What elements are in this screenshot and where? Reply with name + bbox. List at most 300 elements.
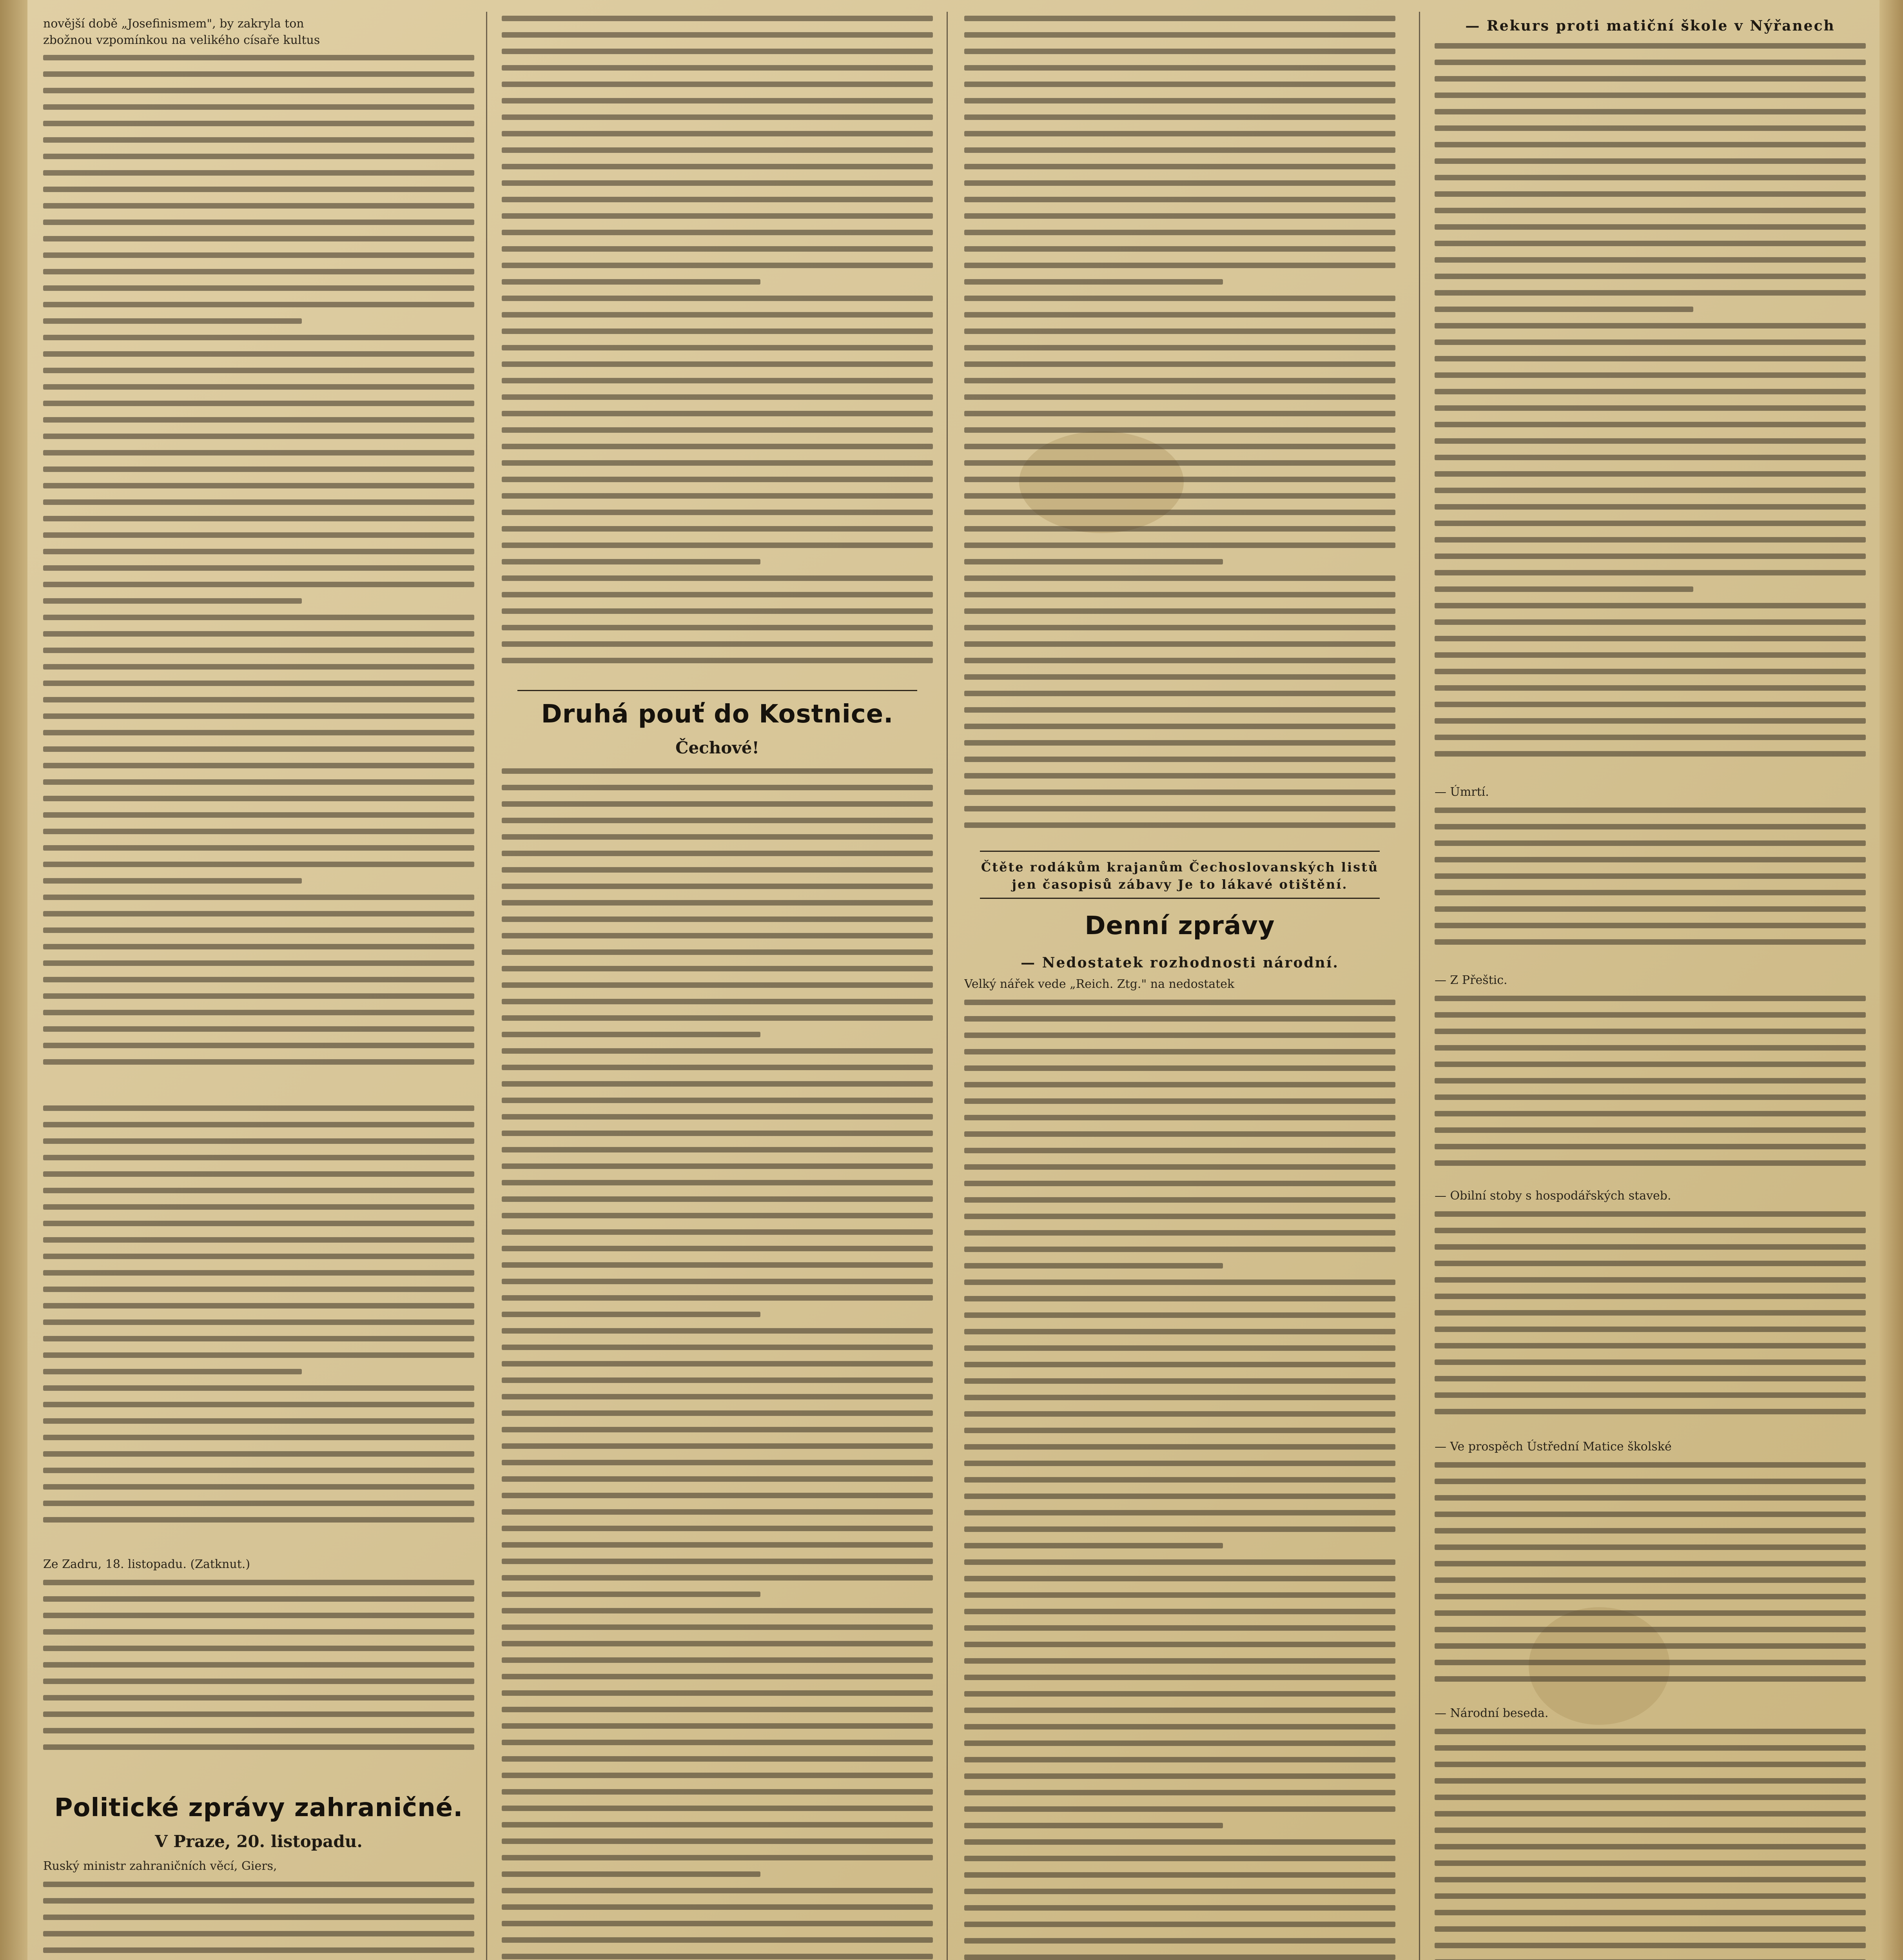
text-line-placeholder xyxy=(502,1015,933,1021)
text-line-placeholder xyxy=(964,1905,1395,1911)
text-line-placeholder xyxy=(43,499,474,505)
text-line-placeholder xyxy=(1435,191,1866,197)
text-line-placeholder xyxy=(502,49,933,54)
text-line-placeholder xyxy=(43,664,474,670)
column-4 xyxy=(1435,8,1870,1960)
text-line-placeholder xyxy=(964,1065,1395,1071)
text-line-placeholder xyxy=(1435,422,1866,427)
text-line-placeholder xyxy=(43,1728,474,1733)
text-line-placeholder xyxy=(502,641,933,647)
text-line-placeholder xyxy=(502,1723,933,1729)
text-line-placeholder xyxy=(502,949,933,955)
text-line-placeholder xyxy=(43,1026,474,1032)
text-line-placeholder xyxy=(502,1806,933,1811)
text-line-placeholder xyxy=(1435,405,1866,411)
text-line-placeholder xyxy=(43,1947,474,1953)
text-line-placeholder xyxy=(502,1674,933,1679)
text-line-placeholder xyxy=(43,565,474,571)
text-line-placeholder xyxy=(1435,996,1866,1001)
text-line-placeholder xyxy=(502,510,933,515)
text-line-placeholder xyxy=(964,1197,1395,1203)
text-line-placeholder xyxy=(1435,1392,1866,1398)
text-line-placeholder xyxy=(964,1839,1395,1845)
text-line-placeholder xyxy=(502,982,933,988)
text-line-placeholder xyxy=(43,1287,474,1292)
text-line-placeholder xyxy=(1435,1926,1866,1932)
text-line-placeholder xyxy=(43,1204,474,1210)
text-line-placeholder xyxy=(964,230,1395,235)
text-line-placeholder xyxy=(964,1378,1395,1384)
text-line-placeholder xyxy=(1435,488,1866,493)
column-4-body-2 xyxy=(1435,808,1866,956)
text-line-placeholder xyxy=(502,361,933,367)
text-line-placeholder xyxy=(964,822,1395,828)
text-line-placeholder xyxy=(1435,1577,1866,1583)
text-line-placeholder xyxy=(964,724,1395,729)
text-line-placeholder xyxy=(43,927,474,933)
text-line-placeholder xyxy=(964,526,1395,532)
text-line-placeholder xyxy=(1435,1144,1866,1149)
text-line-placeholder xyxy=(43,104,474,110)
text-line-placeholder xyxy=(1435,224,1866,230)
text-line-placeholder xyxy=(502,1180,933,1185)
text-line-placeholder xyxy=(502,444,933,449)
text-line-placeholder xyxy=(964,1872,1395,1878)
text-line-placeholder xyxy=(1435,619,1866,625)
text-line-placeholder xyxy=(964,1477,1395,1483)
text-line-placeholder xyxy=(502,575,933,581)
text-line-placeholder xyxy=(1435,504,1866,510)
text-line-placeholder xyxy=(964,1740,1395,1746)
column-4-body-6 xyxy=(1435,1729,1866,1960)
dateline: Čechové! xyxy=(675,738,759,757)
text-line-placeholder xyxy=(502,1361,933,1367)
text-line-placeholder xyxy=(964,1033,1395,1038)
text-line-placeholder xyxy=(502,1740,933,1745)
text-line-placeholder xyxy=(964,1345,1395,1351)
text-line-placeholder xyxy=(43,993,474,999)
text-line-placeholder xyxy=(43,681,474,686)
text-line-placeholder xyxy=(502,378,933,383)
text-line-placeholder xyxy=(964,213,1395,219)
text-line-placeholder xyxy=(502,493,933,499)
text-line-placeholder xyxy=(502,1921,933,1926)
text-line-placeholder xyxy=(964,510,1395,515)
text-line-placeholder xyxy=(964,1000,1395,1005)
text-line-placeholder xyxy=(502,999,933,1004)
text-line-placeholder xyxy=(502,16,933,21)
text-line-placeholder xyxy=(43,779,474,785)
text-line-placeholder xyxy=(502,1822,933,1828)
text-line: Ze Zadru, 18. listopadu. (Zatknut.) xyxy=(43,1557,250,1571)
text-line-placeholder xyxy=(964,263,1395,268)
text-line-placeholder xyxy=(964,1049,1395,1054)
text-line-placeholder xyxy=(1435,857,1866,862)
text-line-placeholder xyxy=(964,1889,1395,1894)
text-line-placeholder xyxy=(43,1155,474,1160)
text-line-placeholder xyxy=(1435,1111,1866,1116)
text-line-placeholder xyxy=(1435,1643,1866,1649)
column-2 xyxy=(502,8,933,1960)
text-line-placeholder xyxy=(964,114,1395,120)
text-line-placeholder xyxy=(964,345,1395,350)
text-line-placeholder xyxy=(964,49,1395,54)
text-line-placeholder xyxy=(502,801,933,807)
text-line-placeholder xyxy=(502,1476,933,1482)
text-line-placeholder xyxy=(964,82,1395,87)
text-line-placeholder xyxy=(43,1435,474,1440)
text-line-placeholder xyxy=(964,427,1395,433)
text-line-placeholder xyxy=(502,1345,933,1350)
text-line-placeholder xyxy=(43,960,474,966)
text-line-placeholder xyxy=(43,1418,474,1424)
column-2-body-mid xyxy=(502,768,933,1960)
text-line-placeholder xyxy=(1435,1844,1866,1849)
text-line: — Ve prospěch Ústřední Matice školské xyxy=(1435,1440,1672,1454)
text-line-placeholder xyxy=(964,1790,1395,1795)
text-line-placeholder xyxy=(502,1196,933,1202)
section-headline: Denní zprávy xyxy=(1085,911,1275,940)
text-line-placeholder xyxy=(502,1888,933,1893)
text-line-placeholder xyxy=(1435,43,1866,49)
text-line-placeholder xyxy=(964,1362,1395,1367)
text-line-placeholder xyxy=(502,1032,760,1037)
text-line-placeholder xyxy=(1435,735,1866,740)
text-line-placeholder xyxy=(964,1444,1395,1450)
text-line-placeholder xyxy=(502,328,933,334)
text-line-placeholder xyxy=(502,966,933,971)
text-line-placeholder xyxy=(964,1642,1395,1647)
text-line-placeholder xyxy=(502,1279,933,1284)
column-3-body-mid xyxy=(964,1000,1395,1960)
text-line-placeholder xyxy=(502,279,760,285)
column-3-body-top xyxy=(964,16,1395,839)
text-line-placeholder xyxy=(502,131,933,136)
column-1-late xyxy=(43,1556,474,1573)
text-line-placeholder xyxy=(43,746,474,752)
column-4-body-4 xyxy=(1435,1211,1866,1425)
text-line-placeholder xyxy=(502,851,933,856)
text-line-placeholder xyxy=(43,697,474,702)
text-line-placeholder xyxy=(43,1596,474,1602)
text-line-placeholder xyxy=(1435,1512,1866,1517)
text-line-placeholder xyxy=(1435,455,1866,460)
text-line-placeholder xyxy=(502,1048,933,1054)
text-line-placeholder xyxy=(964,296,1395,301)
text-line-placeholder xyxy=(43,1105,474,1111)
text-line-placeholder xyxy=(43,1451,474,1457)
text-line-placeholder xyxy=(964,592,1395,597)
text-line-placeholder xyxy=(502,867,933,873)
text-line-placeholder xyxy=(1435,636,1866,641)
text-line-placeholder xyxy=(964,1757,1395,1762)
text-line-placeholder xyxy=(502,1592,760,1597)
text-line-placeholder xyxy=(1435,586,1693,592)
column-3-phrases xyxy=(964,976,1395,993)
text-line-placeholder xyxy=(964,1279,1395,1285)
text-line-placeholder xyxy=(964,493,1395,499)
text-line-placeholder xyxy=(43,1882,474,1887)
text-line-placeholder xyxy=(502,477,933,482)
text-line-placeholder xyxy=(1435,356,1866,361)
text-line-placeholder xyxy=(964,1296,1395,1301)
text-line-placeholder xyxy=(1435,1676,1866,1682)
text-line: Velký nářek vede „Reich. Ztg." na nedostatek xyxy=(964,977,1235,991)
text-line-placeholder xyxy=(502,230,933,235)
text-line-placeholder xyxy=(1435,1211,1866,1217)
text-line-placeholder xyxy=(964,806,1395,811)
text-line-placeholder xyxy=(502,1114,933,1120)
text-line-placeholder xyxy=(502,164,933,169)
text-line-placeholder xyxy=(1435,669,1866,674)
column-4-item xyxy=(1435,1188,1866,1204)
text-line-placeholder xyxy=(1435,554,1866,559)
text-line-placeholder xyxy=(502,1542,933,1548)
column-4-body-1 xyxy=(1435,43,1866,768)
text-line-placeholder xyxy=(502,1641,933,1646)
text-line-placeholder xyxy=(964,543,1395,548)
text-line-placeholder xyxy=(1435,1893,1866,1899)
subhead: — Rekurs proti matiční škole v Nýřanech xyxy=(1465,18,1835,34)
text-line-placeholder xyxy=(502,345,933,350)
text-line-placeholder xyxy=(43,1679,474,1684)
text-line-placeholder xyxy=(502,1707,933,1712)
text-line-placeholder xyxy=(43,1662,474,1668)
text-line-placeholder xyxy=(43,1931,474,1936)
text-line-placeholder xyxy=(1435,1294,1866,1299)
column-4-body-3 xyxy=(1435,996,1866,1177)
text-line-placeholder xyxy=(964,658,1395,663)
text-line-placeholder xyxy=(502,1575,933,1581)
text-line-placeholder xyxy=(1435,142,1866,147)
section-headline: Politické zprávy zahraničné. xyxy=(54,1793,463,1822)
text-line-placeholder xyxy=(1435,939,1866,945)
text-line-placeholder xyxy=(43,1352,474,1358)
column-rule xyxy=(1419,12,1420,1960)
text-line-placeholder xyxy=(964,1708,1395,1713)
text-line-placeholder xyxy=(964,411,1395,416)
text-line-placeholder xyxy=(502,312,933,318)
text-line-placeholder xyxy=(964,98,1395,103)
text-line-placeholder xyxy=(1435,1127,1866,1133)
notice: Čtěte rodákům krajanům Čechoslovanských listů jen časopisů zábavy Je to lákavé otištění. xyxy=(981,860,1379,892)
text-line-placeholder xyxy=(1435,471,1866,477)
text-line-placeholder xyxy=(1435,1078,1866,1083)
text-line-placeholder xyxy=(43,368,474,373)
text-line-placeholder xyxy=(1435,1610,1866,1616)
text-line: — Národní beseda. xyxy=(1435,1706,1549,1720)
text-line-placeholder xyxy=(502,785,933,790)
text-line-placeholder xyxy=(964,328,1395,334)
text-line-placeholder xyxy=(964,1131,1395,1137)
text-line-placeholder xyxy=(43,71,474,77)
text-line-placeholder xyxy=(43,582,474,587)
text-line-placeholder xyxy=(43,466,474,472)
text-line-placeholder xyxy=(43,730,474,735)
column-1-after xyxy=(43,1858,474,1875)
text-line-placeholder xyxy=(964,65,1395,71)
text-line-placeholder xyxy=(502,1493,933,1498)
text-line-placeholder xyxy=(502,32,933,38)
text-line-placeholder xyxy=(964,1675,1395,1680)
text-line-placeholder xyxy=(502,65,933,71)
text-line-placeholder xyxy=(1435,1409,1866,1414)
text-line-placeholder xyxy=(1435,685,1866,691)
text-line-placeholder xyxy=(43,384,474,390)
text-line-placeholder xyxy=(964,740,1395,746)
text-line-placeholder xyxy=(1435,1359,1866,1365)
text-line-placeholder xyxy=(1435,307,1693,312)
text-line-placeholder xyxy=(43,55,474,60)
text-line-placeholder xyxy=(502,1690,933,1696)
text-line-placeholder xyxy=(43,1468,474,1473)
text-line-placeholder xyxy=(502,658,933,663)
text-line-placeholder xyxy=(502,1954,933,1959)
text-line: — Obilní stoby s hospodářských staveb. xyxy=(1435,1189,1671,1203)
column-4-item xyxy=(1435,784,1866,800)
text-line-placeholder xyxy=(502,1377,933,1383)
text-line-placeholder xyxy=(502,608,933,614)
text-line-placeholder xyxy=(1435,109,1866,114)
text-line-placeholder xyxy=(43,1010,474,1015)
text-line-placeholder xyxy=(964,1428,1395,1433)
text-line-placeholder xyxy=(43,1237,474,1243)
column-1-body-top xyxy=(43,55,474,1076)
text-line: Ruský ministr zahraničních věcí, Giers, xyxy=(43,1859,277,1873)
text-line-placeholder xyxy=(502,559,760,564)
text-line-placeholder xyxy=(502,246,933,252)
text-line-placeholder xyxy=(964,757,1395,762)
column-rule xyxy=(486,12,487,1960)
text-line-placeholder xyxy=(1435,93,1866,98)
text-line-placeholder xyxy=(964,361,1395,367)
text-line-placeholder xyxy=(502,1394,933,1399)
text-line-placeholder xyxy=(964,1938,1395,1944)
text-line-placeholder xyxy=(502,1657,933,1663)
text-line-placeholder xyxy=(43,1898,474,1904)
text-line-placeholder xyxy=(964,1230,1395,1236)
text-line-placeholder xyxy=(964,1658,1395,1664)
text-line-placeholder xyxy=(43,187,474,192)
text-line-placeholder xyxy=(502,1773,933,1778)
text-line-placeholder xyxy=(502,818,933,823)
text-line-placeholder xyxy=(964,559,1223,564)
text-line-placeholder xyxy=(964,1247,1395,1252)
text-line-placeholder xyxy=(1435,1594,1866,1599)
text-line-placeholder xyxy=(502,1295,933,1301)
text-line-placeholder xyxy=(43,285,474,291)
text-line-placeholder xyxy=(502,1410,933,1416)
text-line-placeholder xyxy=(1435,1528,1866,1534)
text-line-placeholder xyxy=(1435,1745,1866,1751)
text-line-placeholder xyxy=(43,713,474,719)
text-line-placeholder xyxy=(43,1517,474,1523)
text-line-placeholder xyxy=(502,411,933,416)
text-line-placeholder xyxy=(964,1823,1223,1828)
text-line-placeholder xyxy=(1435,1795,1866,1800)
text-line-placeholder xyxy=(964,1329,1395,1334)
text-line-placeholder xyxy=(1435,1877,1866,1882)
text-line-placeholder xyxy=(502,1098,933,1103)
text-line-placeholder xyxy=(964,608,1395,614)
text-line-placeholder xyxy=(43,1043,474,1048)
column-3 xyxy=(964,8,1395,1960)
text-line-placeholder xyxy=(964,1691,1395,1697)
text-line-placeholder xyxy=(1435,323,1866,328)
text-line-placeholder xyxy=(964,674,1395,680)
text-line-placeholder xyxy=(43,1254,474,1259)
text-line-placeholder xyxy=(502,1213,933,1218)
text-line-placeholder xyxy=(1435,1828,1866,1833)
text-line-placeholder xyxy=(1435,1495,1866,1501)
text-line-placeholder xyxy=(502,1838,933,1844)
text-line-placeholder xyxy=(43,878,302,884)
text-line-placeholder xyxy=(43,417,474,423)
text-line-placeholder xyxy=(43,615,474,620)
text-line-placeholder xyxy=(1435,175,1866,180)
text-line-placeholder xyxy=(502,114,933,120)
text-line-placeholder xyxy=(502,1855,933,1860)
text-line-placeholder xyxy=(964,1098,1395,1104)
column-4-body-5 xyxy=(1435,1462,1866,1693)
text-line-placeholder xyxy=(43,1188,474,1193)
text-line-placeholder xyxy=(43,631,474,637)
text-line-placeholder xyxy=(964,1510,1395,1515)
text-line-placeholder xyxy=(1435,1660,1866,1665)
text-line-placeholder xyxy=(43,401,474,406)
text-line-placeholder xyxy=(502,1608,933,1613)
text-line-placeholder xyxy=(1435,570,1866,575)
text-line-placeholder xyxy=(43,1744,474,1750)
text-line-placeholder xyxy=(964,1164,1395,1170)
text-line-placeholder xyxy=(964,378,1395,383)
text-line-placeholder xyxy=(43,252,474,258)
subhead: — Nedostatek rozhodnosti národní. xyxy=(1021,955,1339,971)
text-line-placeholder xyxy=(43,269,474,274)
text-line-placeholder xyxy=(502,1509,933,1515)
text-line-placeholder xyxy=(502,592,933,597)
text-line-placeholder xyxy=(43,170,474,176)
text-line-placeholder xyxy=(43,1319,474,1325)
text-line-placeholder xyxy=(1435,438,1866,444)
text-line-placeholder xyxy=(43,302,474,307)
text-line-placeholder xyxy=(502,884,933,889)
text-line-placeholder xyxy=(964,246,1395,252)
text-line-placeholder xyxy=(43,1646,474,1651)
text-line-placeholder xyxy=(502,1065,933,1070)
text-line-placeholder xyxy=(964,1494,1395,1499)
text-line-placeholder xyxy=(964,1955,1395,1960)
text-line-placeholder xyxy=(502,1904,933,1910)
text-line-placeholder xyxy=(964,1526,1395,1532)
text-line-placeholder xyxy=(1435,923,1866,928)
text-line-placeholder xyxy=(1435,1062,1866,1067)
text-line-placeholder xyxy=(1435,1277,1866,1283)
text-line-placeholder xyxy=(1435,1762,1866,1767)
text-line-placeholder xyxy=(43,516,474,521)
text-line-placeholder xyxy=(964,1609,1395,1614)
text-line-placeholder xyxy=(502,1147,933,1152)
text-line-placeholder xyxy=(964,1724,1395,1730)
text-line-placeholder xyxy=(964,460,1395,466)
text-line-placeholder xyxy=(1435,1376,1866,1381)
text-line-placeholder xyxy=(502,1328,933,1334)
text-line-placeholder xyxy=(1435,1343,1866,1348)
text-line-placeholder xyxy=(502,394,933,400)
text-line-placeholder xyxy=(502,213,933,219)
text-line-placeholder xyxy=(502,1262,933,1268)
text-line-placeholder xyxy=(43,1915,474,1920)
